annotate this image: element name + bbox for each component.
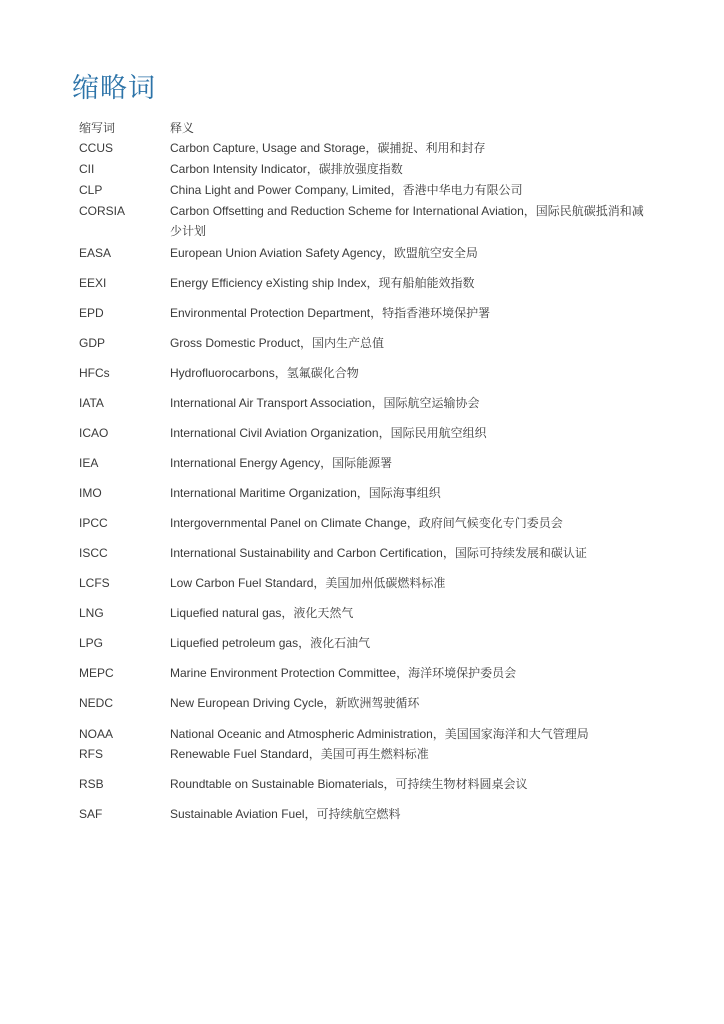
row-desc: Environmental Protection Department，特指香港环境保护署: [170, 306, 491, 320]
row-desc: Renewable Fuel Standard，美国可再生燃料标准: [170, 747, 429, 761]
row-abbr: CII: [79, 162, 95, 176]
row-abbr: GDP: [79, 336, 106, 350]
row-desc: China Light and Power Company, Limited，香港中华电力有限公司: [170, 183, 523, 197]
row-desc: Hydrofluorocarbons，氢氟碳化合物: [170, 366, 359, 380]
row-desc: Sustainable Aviation Fuel，可持续航空燃料: [170, 807, 401, 821]
header-abbr: 缩写词: [79, 121, 116, 135]
row-abbr: RFS: [79, 747, 103, 761]
row-abbr: CLP: [79, 183, 103, 197]
row-abbr: CORSIA: [79, 204, 126, 218]
row-abbr: IMO: [79, 486, 102, 500]
row-desc: Gross Domestic Product，国内生产总值: [170, 336, 385, 350]
row-abbr: EASA: [79, 246, 112, 260]
row-desc: International Maritime Organization，国际海事组织: [170, 486, 441, 500]
row-desc: Roundtable on Sustainable Biomaterials，可持续生物材料圆桌会议: [170, 777, 528, 791]
row-desc: Liquefied natural gas，液化天然气: [170, 606, 354, 620]
row-abbr: LCFS: [79, 576, 110, 590]
row-abbr: EPD: [79, 306, 104, 320]
header-desc: 释义: [170, 121, 195, 135]
row-abbr: HFCs: [79, 366, 110, 380]
row-abbr: EEXI: [79, 276, 107, 290]
row-desc: Energy Efficiency eXisting ship Index，现有船舶能效指数: [170, 276, 475, 290]
row-abbr: RSB: [79, 777, 104, 791]
row-abbr: ISCC: [79, 546, 108, 560]
row-desc: European Union Aviation Safety Agency，欧盟航空安全局: [170, 246, 478, 260]
row-desc: Marine Environment Protection Committee，海洋环境保护委员会: [170, 666, 517, 680]
row-desc: International Energy Agency，国际能源署: [170, 456, 393, 470]
row-desc: International Air Transport Association，国际航空运输协会: [170, 396, 480, 410]
row-desc: Intergovernmental Panel on Climate Change，政府间气候变化专门委员会: [170, 516, 563, 530]
row-abbr: NEDC: [79, 696, 114, 710]
row-desc: Carbon Intensity Indicator，碳排放强度指数: [170, 162, 403, 176]
page-title: 缩略词: [72, 73, 156, 104]
row-desc: National Oceanic and Atmospheric Administration，美国国家海洋和大气管理局: [170, 727, 589, 741]
row-abbr: CCUS: [79, 141, 114, 155]
row-desc: International Civil Aviation Organization，国际民用航空组织: [170, 426, 487, 440]
row-desc: Liquefied petroleum gas，液化石油气: [170, 636, 371, 650]
row-abbr: LPG: [79, 636, 104, 650]
row-abbr: MEPC: [79, 666, 114, 680]
row-abbr: IEA: [79, 456, 99, 470]
row-abbr: IATA: [79, 396, 104, 410]
row-abbr: IPCC: [79, 516, 108, 530]
row-abbr: ICAO: [79, 426, 109, 440]
row-abbr: NOAA: [79, 727, 114, 741]
row-desc: International Sustainability and Carbon Certification，国际可持续发展和碳认证: [170, 546, 587, 560]
row-abbr: LNG: [79, 606, 104, 620]
row-desc: Low Carbon Fuel Standard，美国加州低碳燃料标准: [170, 576, 446, 590]
row-desc: Carbon Offsetting and Reduction Scheme for International Aviation，国际民航碳抵消和减少计划: [170, 204, 644, 238]
row-desc: Carbon Capture, Usage and Storage，碳捕捉、利用和封存: [170, 141, 486, 155]
row-abbr: SAF: [79, 807, 103, 821]
row-desc: New European Driving Cycle，新欧洲驾驶循环: [170, 696, 420, 710]
